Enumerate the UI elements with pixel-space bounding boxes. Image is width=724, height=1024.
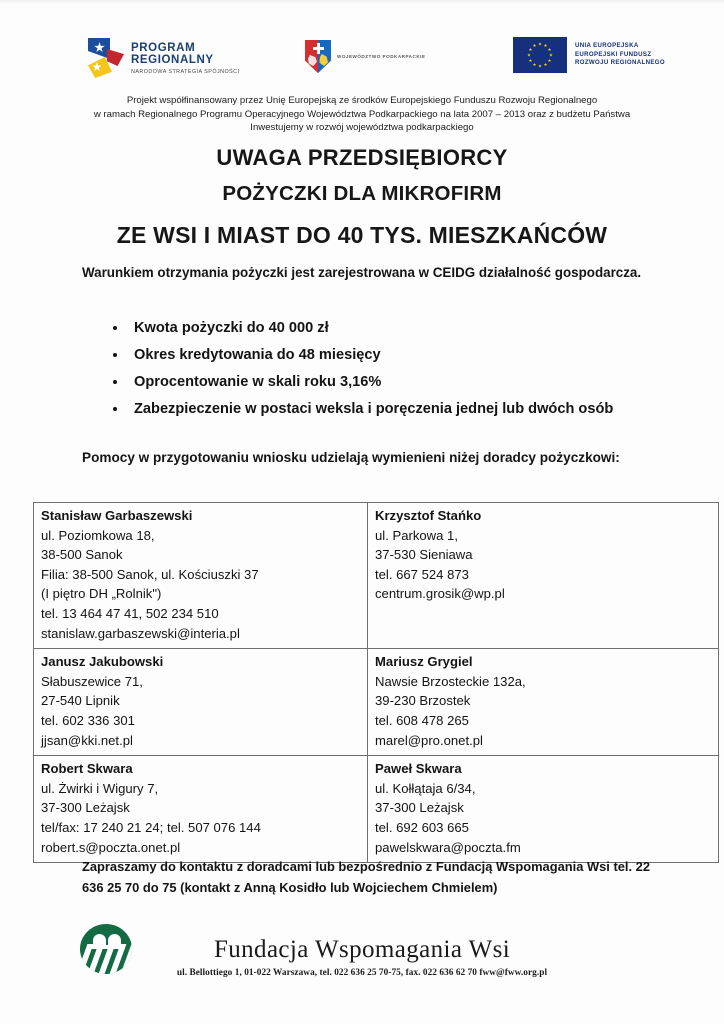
loan-terms-list — [100, 316, 668, 424]
advisor-detail-line: ul. Poziomkowa 18, — [41, 527, 155, 543]
advisor-cell — [368, 649, 719, 756]
podkarpackie-label: WOJEWÓDZTWO PODKARPACKIE — [337, 54, 426, 59]
loan-term-item: • Kwota pożyczki do 40 000 zł — [128, 316, 668, 341]
advisor-detail-line: ul. Kołłątaja 6/34, — [375, 780, 476, 796]
advisor-detail-line: tel. 667 524 873 — [375, 566, 469, 582]
eu-star-icon — [538, 64, 542, 68]
eu-star-icon — [548, 48, 552, 52]
loan-term-item: • Oprocentowanie w skali roku 3,16% — [128, 370, 668, 395]
eu-star-icon — [529, 48, 533, 52]
advisor-cell — [368, 503, 719, 649]
european-union-logo — [513, 37, 665, 73]
table-row — [34, 503, 719, 649]
eu-star-icon — [527, 53, 531, 57]
advisor-name: Robert Skwara — [41, 761, 133, 777]
program-regionalny-logo — [88, 38, 239, 78]
eu-star-icon — [529, 59, 533, 63]
funding-note — [0, 94, 724, 135]
program-regionalny-text — [131, 42, 239, 75]
loan-term-item: • Okres kredytowania do 48 miesięcy — [128, 343, 668, 368]
eu-logo-text — [575, 42, 665, 67]
eu-star-icon — [533, 44, 537, 48]
table-row — [34, 756, 719, 863]
page-title: UWAGA PRZEDSIĘBIORCY — [216, 145, 508, 170]
advisor-detail-line: stanislaw.garbaszewski@interia.pl — [41, 625, 240, 641]
advisor-detail-line: centrum.grosik@wp.pl — [375, 586, 505, 602]
header-logo-strip — [0, 36, 724, 88]
advisor-cell — [368, 756, 719, 863]
eu-star-icon — [544, 44, 548, 48]
funding-note-line-2: w ramach Regionalnego Programu Operacyjnego Województwa Podkarpackiego na lata 2007 – 2013 oraz z budżetu Państwa — [93, 108, 631, 120]
program-regionalny-line1: PROGRAM — [131, 41, 196, 54]
advisor-detail-line: tel/fax: 17 240 21 24; tel. 507 076 144 — [41, 819, 261, 835]
advisor-detail-line: ul. Parkowa 1, — [375, 527, 458, 543]
eu-star-icon — [548, 59, 552, 63]
organization-name: Fundacja Wspomagania Wsi — [213, 936, 511, 963]
eu-line3: ROZWOJU REGIONALNEGO — [575, 59, 665, 67]
advisors-contact-table — [33, 502, 719, 863]
advisor-detail-line: marel@pro.onet.pl — [375, 732, 483, 748]
advisor-detail-line: jjsan@kki.net.pl — [41, 732, 133, 748]
eu-flag-icon — [513, 37, 567, 73]
intro-paragraph: Warunkiem otrzymania pożyczki jest zarejestrowana w CEIDG działalność gospodarcza. — [82, 265, 642, 280]
advisor-name: Krzysztof Stańko — [375, 508, 482, 523]
advisor-detail-line: Nawsie Brzosteckie 132a, — [375, 673, 526, 689]
advisors-intro-paragraph: Pomocy w przygotowaniu wniosku udzielają wymienieni niżej doradcy pożyczkowi: — [82, 450, 620, 465]
advisor-detail-line: ul. Żwirki i Wigury 7, — [41, 780, 159, 796]
eu-star-icon — [544, 63, 548, 67]
loan-term-item: • Zabezpieczenie w postaci weksla i poręczenia jednej lub dwóch osób — [128, 397, 668, 422]
page-subtitle: POŻYCZKI DLA MIKROFIRM — [222, 182, 502, 205]
program-regionalny-line2: REGIONALNY — [131, 54, 214, 66]
advisor-detail-line: 37-530 Sieniawa — [375, 547, 473, 563]
advisor-detail-line: 38-500 Sanok — [41, 547, 123, 563]
advisor-detail-line: robert.s@poczta.onet.pl — [41, 839, 181, 855]
advisor-cell — [34, 649, 368, 756]
eu-line2: EUROPEJSKI FUNDUSZ — [575, 50, 652, 58]
advisor-detail-line: 27-540 Lipnik — [41, 693, 120, 709]
program-regionalny-line3: NARODOWA STRATEGIA SPÓJNOŚCI — [131, 68, 240, 75]
advisor-name: Paweł Skwara — [375, 761, 462, 777]
podkarpackie-crest-logo — [305, 40, 425, 73]
advisor-name: Mariusz Grygiel — [375, 654, 473, 670]
funding-note-line-1: Projekt współfinansowany przez Unię Europejską ze środków Europejskiego Funduszu Rozwoju Regionalnego — [126, 95, 598, 106]
table-row — [34, 649, 719, 756]
podkarpackie-shield-icon — [305, 40, 331, 73]
program-regionalny-mark-icon — [88, 38, 124, 78]
closing-paragraph: Zapraszamy do kontaktu z doradcami lub bezpośrednio z Fundacją Wspomagania Wsi tel. 22 636 25 70 do 75 (kontakt z Anną Kosidło lub Wojciechem Chmielem) — [82, 859, 651, 895]
scan-edge — [0, 0, 724, 6]
advisor-cell — [34, 756, 368, 863]
advisor-name: Janusz Jakubowski — [41, 654, 164, 670]
organization-address: ul. Bellottiego 1, 01-022 Warszawa, tel. 022 636 25 70-75, fax. 022 636 62 70 fww@fww.org.pl — [176, 968, 548, 978]
eu-star-icon — [538, 42, 542, 46]
advisor-detail-line: tel. 608 478 265 — [375, 712, 469, 728]
advisor-detail-line: (I piętro DH „Rolnik") — [41, 586, 162, 602]
advisor-detail-line: pawelskwara@poczta.fm — [375, 839, 521, 855]
page-footer — [0, 920, 724, 1000]
advisor-detail-line: tel. 692 603 665 — [375, 819, 469, 835]
funding-note-line-3: Inwestujemy w rozwój województwa podkarpackiego — [250, 122, 474, 134]
eu-star-icon — [549, 53, 553, 57]
advisor-detail-line: 39-230 Brzostek — [375, 693, 471, 709]
advisor-detail-line: tel. 13 464 47 41, 502 234 510 — [41, 605, 219, 621]
advisor-cell — [34, 503, 368, 649]
advisor-detail-line: 37-300 Leżajsk — [375, 800, 464, 816]
advisor-detail-line: 37-300 Leżajsk — [41, 800, 130, 816]
eu-line1: UNIA EUROPEJSKA — [575, 42, 639, 50]
advisor-detail-line: Słabuszewice 71, — [41, 673, 143, 689]
eu-star-icon — [533, 63, 537, 67]
advisor-name: Stanisław Garbaszewski — [41, 508, 193, 523]
advisor-detail-line: Filia: 38-500 Sanok, ul. Kościuszki 37 — [41, 566, 259, 582]
advisor-detail-line: tel. 602 336 301 — [41, 712, 135, 728]
page-subtitle-secondary: ZE WSI I MIAST DO 40 TYS. MIESZKAŃCÓW — [116, 222, 608, 248]
